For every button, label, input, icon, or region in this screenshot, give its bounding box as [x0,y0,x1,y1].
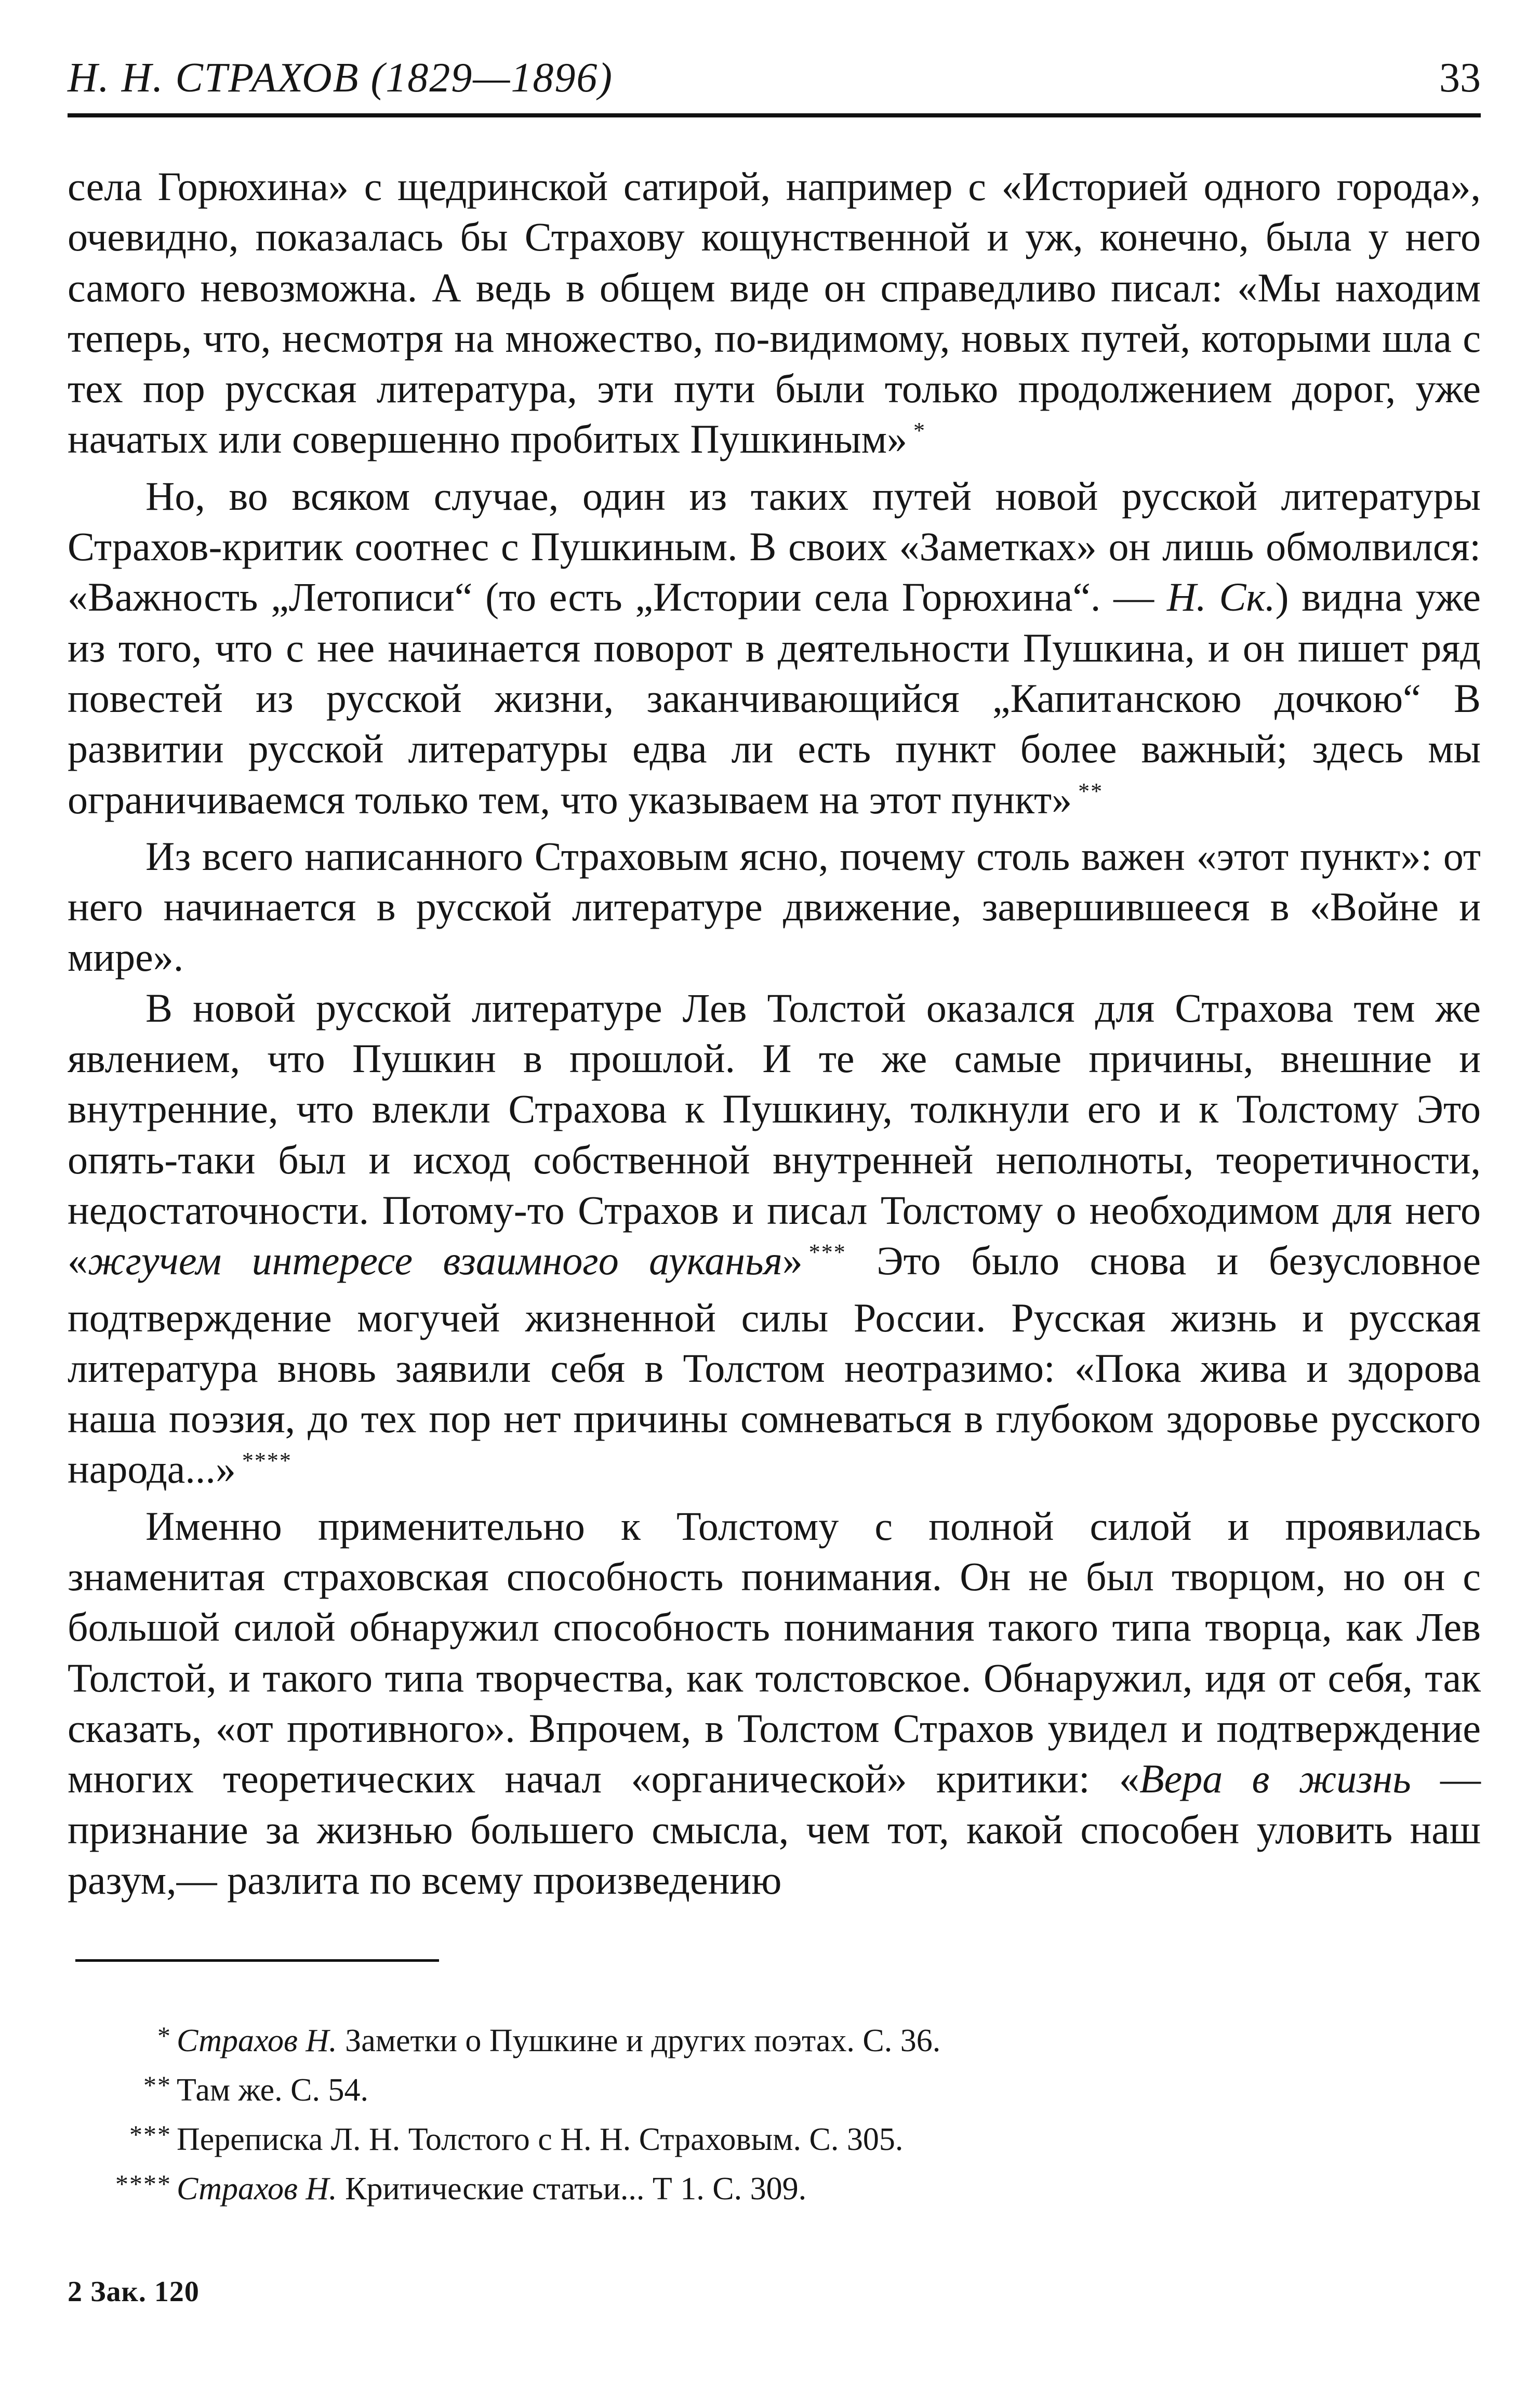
italic-text: Вера в жизнь [1139,1756,1411,1802]
footnote-text: Там же. С. 54. [177,2072,368,2108]
footnote-reference: *** [808,1239,846,1265]
footnote-author: Страхов Н. [177,2023,337,2058]
text-segment: — признание за жизнью большего смысла, чем тот, какой способен уловить наш разум,— разлита по всему произведению [68,1756,1481,1903]
footnote-marker: * [157,2021,171,2050]
text-segment: Из всего написанного Страховым ясно, почему столь важен «этот пункт»: от него начинается в русской литературе движение, завершившееся в «Войне и мире». [68,833,1481,980]
body-text [68,161,1481,1905]
footnote-reference: ** [1078,778,1104,804]
footnote-text: Критические статьи... Т 1. С. 309. [337,2171,807,2207]
footnote [68,2016,1481,2066]
footnote-reference: * [913,418,926,444]
text-segment: Это было снова и безусловное подтверждение могучей жизненной силы России. Русская жизнь и русская литература вновь заявили себя в Толстом неотразимо: «Пока жива и здорова наша поэзия, до тех пор нет причины сомневаться в глубоком здоровье русского народа...» [68,1238,1481,1492]
footnote [68,2164,1481,2214]
footnote [68,2066,1481,2115]
footnote-marker: **** [115,2169,171,2198]
footnote-text: Заметки о Пушкине и других поэтах. С. 36. [337,2023,941,2058]
header-rule [68,113,1481,117]
text-segment: Именно применительно к Толстому с полной силой и проявилась знаменитая страховская способность понимания. Он не был творцом, но он с большой силой обнаружил способность понимания такого типа творца, как Лев Толстой, и такого типа творчества, как толстовское. Обнаружил, идя от себя, так сказать, «от противного». Впрочем, в Толстом Страхов увидел и подтверждение многих теоретических начал «органической» критики: « [68,1503,1481,1802]
footnote-reference: **** [242,1448,292,1474]
italic-text: жгучем интересе взаимного ауканья [88,1238,782,1284]
text-segment: ) видна уже из того, что с нее начинается поворот в деятельности Пушкина, и он пишет ряд повестей из русской жизни, заканчивающийся „Капитанскою дочкою“ В развитии русской литературы едва ли есть пункт более важный; здесь мы ограничиваемся только тем, что указываем на этот пункт» [68,574,1481,822]
text-segment: » [782,1238,803,1284]
footnote-separator [75,1959,439,1962]
printer-signature: 2 Зак. 120 [68,2276,200,2308]
footnote-author: Страхов Н. [177,2171,337,2207]
running-title: Н. Н. СТРАХОВ (1829—1896) [68,55,613,101]
italic-text: Н. Ск. [1166,574,1276,620]
footnotes [68,2016,1481,2214]
text-segment: В новой русской литературе Лев Толстой оказался для Страхова тем же явлением, что Пушкин в прошлой. И те же самые причины, внешние и внутренние, что влекли Страхова к Пушкину, толкнули его и к Толстому Это опять-таки был и исход собственной внутренней неполноты, теоретичности, недостаточности. Потому-то Страхов и писал Толстому о необходимом для него « [68,985,1481,1284]
paragraph [68,1501,1481,1905]
paragraph [68,831,1481,983]
footnote-text: Переписка Л. Н. Толстого с Н. Н. Страховым. С. 305. [177,2122,904,2157]
paragraph [68,983,1481,1501]
paragraph [68,471,1481,831]
text-segment: села Горюхина» с щедринской сатирой, например с «Историей одного города», очевидно, показалась бы Страхову кощунственной и уж, конечно, была у него самого невозможна. А ведь в общем виде он справедливо писал: «Мы находим теперь, что, несмотря на множество, по-видимому, новых путей, которыми шла с тех пор русская литература, эти пути были только продолжением дорог, уже начатых или совершенно пробитых Пушкиным» [68,164,1481,462]
running-head [68,49,1481,107]
footnote-marker: ** [143,2070,171,2100]
page-number: 33 [1439,55,1481,101]
footnote [68,2115,1481,2164]
text-segment: Но, во всяком случае, один из таких путей новой русской литературы Страхов-критик соотнес с Пушкиным. В своих «Заметках» он лишь обмолвился: «Важность „Летописи“ (то есть „Истории села Горюхина“. — [68,473,1481,620]
footnote-marker: *** [129,2120,171,2149]
paragraph [68,161,1481,471]
